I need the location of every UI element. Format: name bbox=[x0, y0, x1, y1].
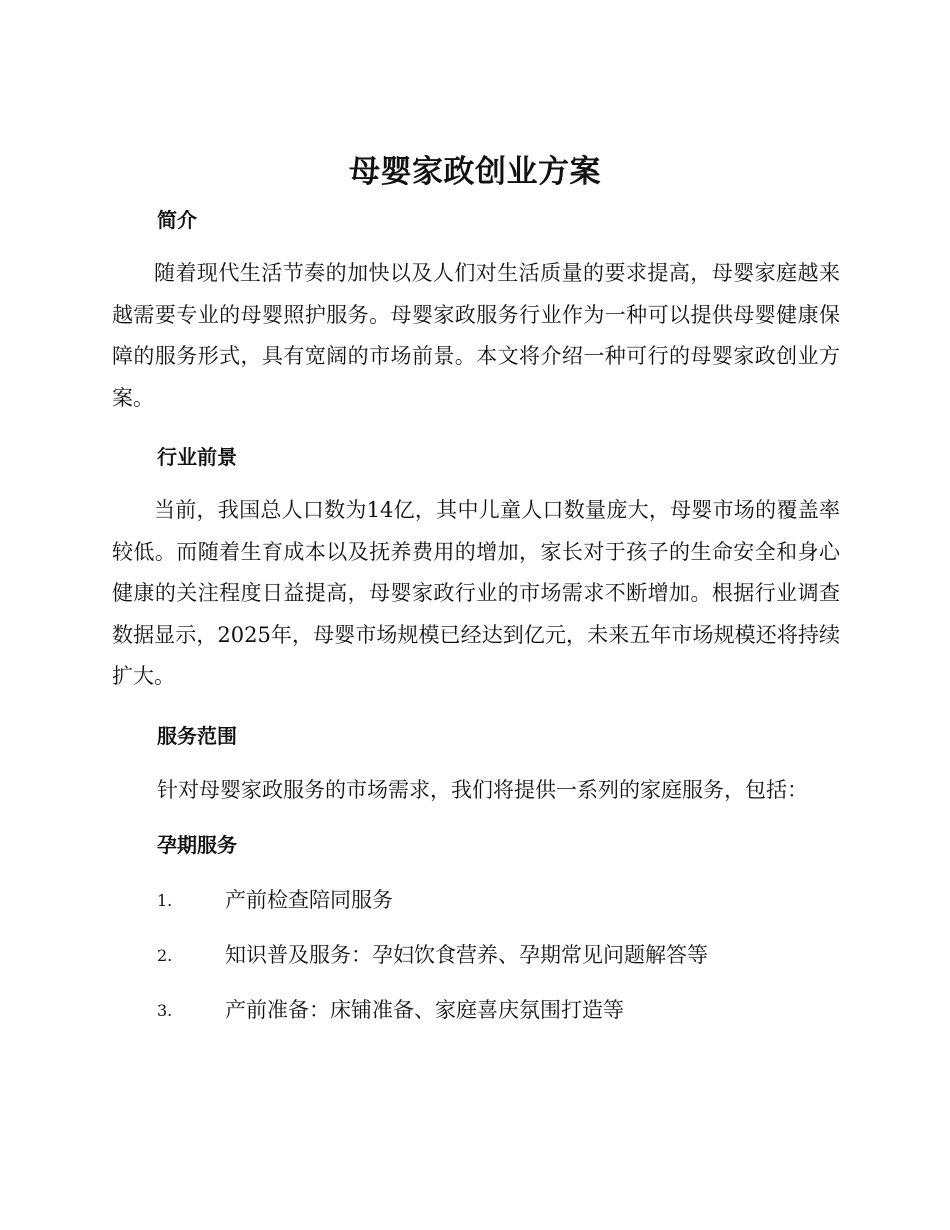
list-item-number: 2. bbox=[157, 946, 173, 965]
list-item-text: 产前准备：床铺准备、家庭喜庆氛围打造等 bbox=[225, 998, 624, 1022]
section-heading-intro: 简介 bbox=[157, 208, 197, 232]
list-item-number: 1. bbox=[157, 891, 173, 910]
list-item-number: 3. bbox=[157, 1001, 173, 1020]
document-title: 母婴家政创业方案 bbox=[349, 154, 601, 190]
section-paragraph-intro: 随着现代生活节奏的加快以及人们对生活质量的要求提高，母婴家庭越来越需要专业的母婴照护服务。母婴家政服务行业作为一种可以提供母婴健康保障的服务形式，具有宽阔的市场前景。本文将介绍一种可行的母婴家政创业方案。 bbox=[112, 261, 840, 410]
list-item bbox=[157, 885, 847, 915]
list-item bbox=[157, 940, 847, 970]
section-heading-pregnancy-service: 孕期服务 bbox=[157, 833, 237, 857]
section-heading-industry-outlook: 行业前景 bbox=[157, 445, 237, 469]
section-paragraph-service-scope: 针对母婴家政服务的市场需求，我们将提供一系列的家庭服务，包括： bbox=[157, 778, 808, 802]
list-item bbox=[157, 995, 847, 1025]
list-item-text: 知识普及服务：孕妇饮食营养、孕期常见问题解答等 bbox=[225, 943, 708, 967]
section-paragraph-industry-outlook: 当前，我国总人口数为14亿，其中儿童人口数量庞大，母婴市场的覆盖率较低。而随着生育成本以及抚养费用的增加，家长对于孩子的生命安全和身心健康的关注程度日益提高，母婴家政行业的市场需求不断增加。根据行业调查数据显示，2025年，母婴市场规模已经达到亿元，未来五年市场规模还将持续扩大。 bbox=[112, 498, 840, 688]
section-heading-service-scope: 服务范围 bbox=[157, 724, 237, 748]
list-item-text: 产前检查陪同服务 bbox=[225, 888, 393, 912]
